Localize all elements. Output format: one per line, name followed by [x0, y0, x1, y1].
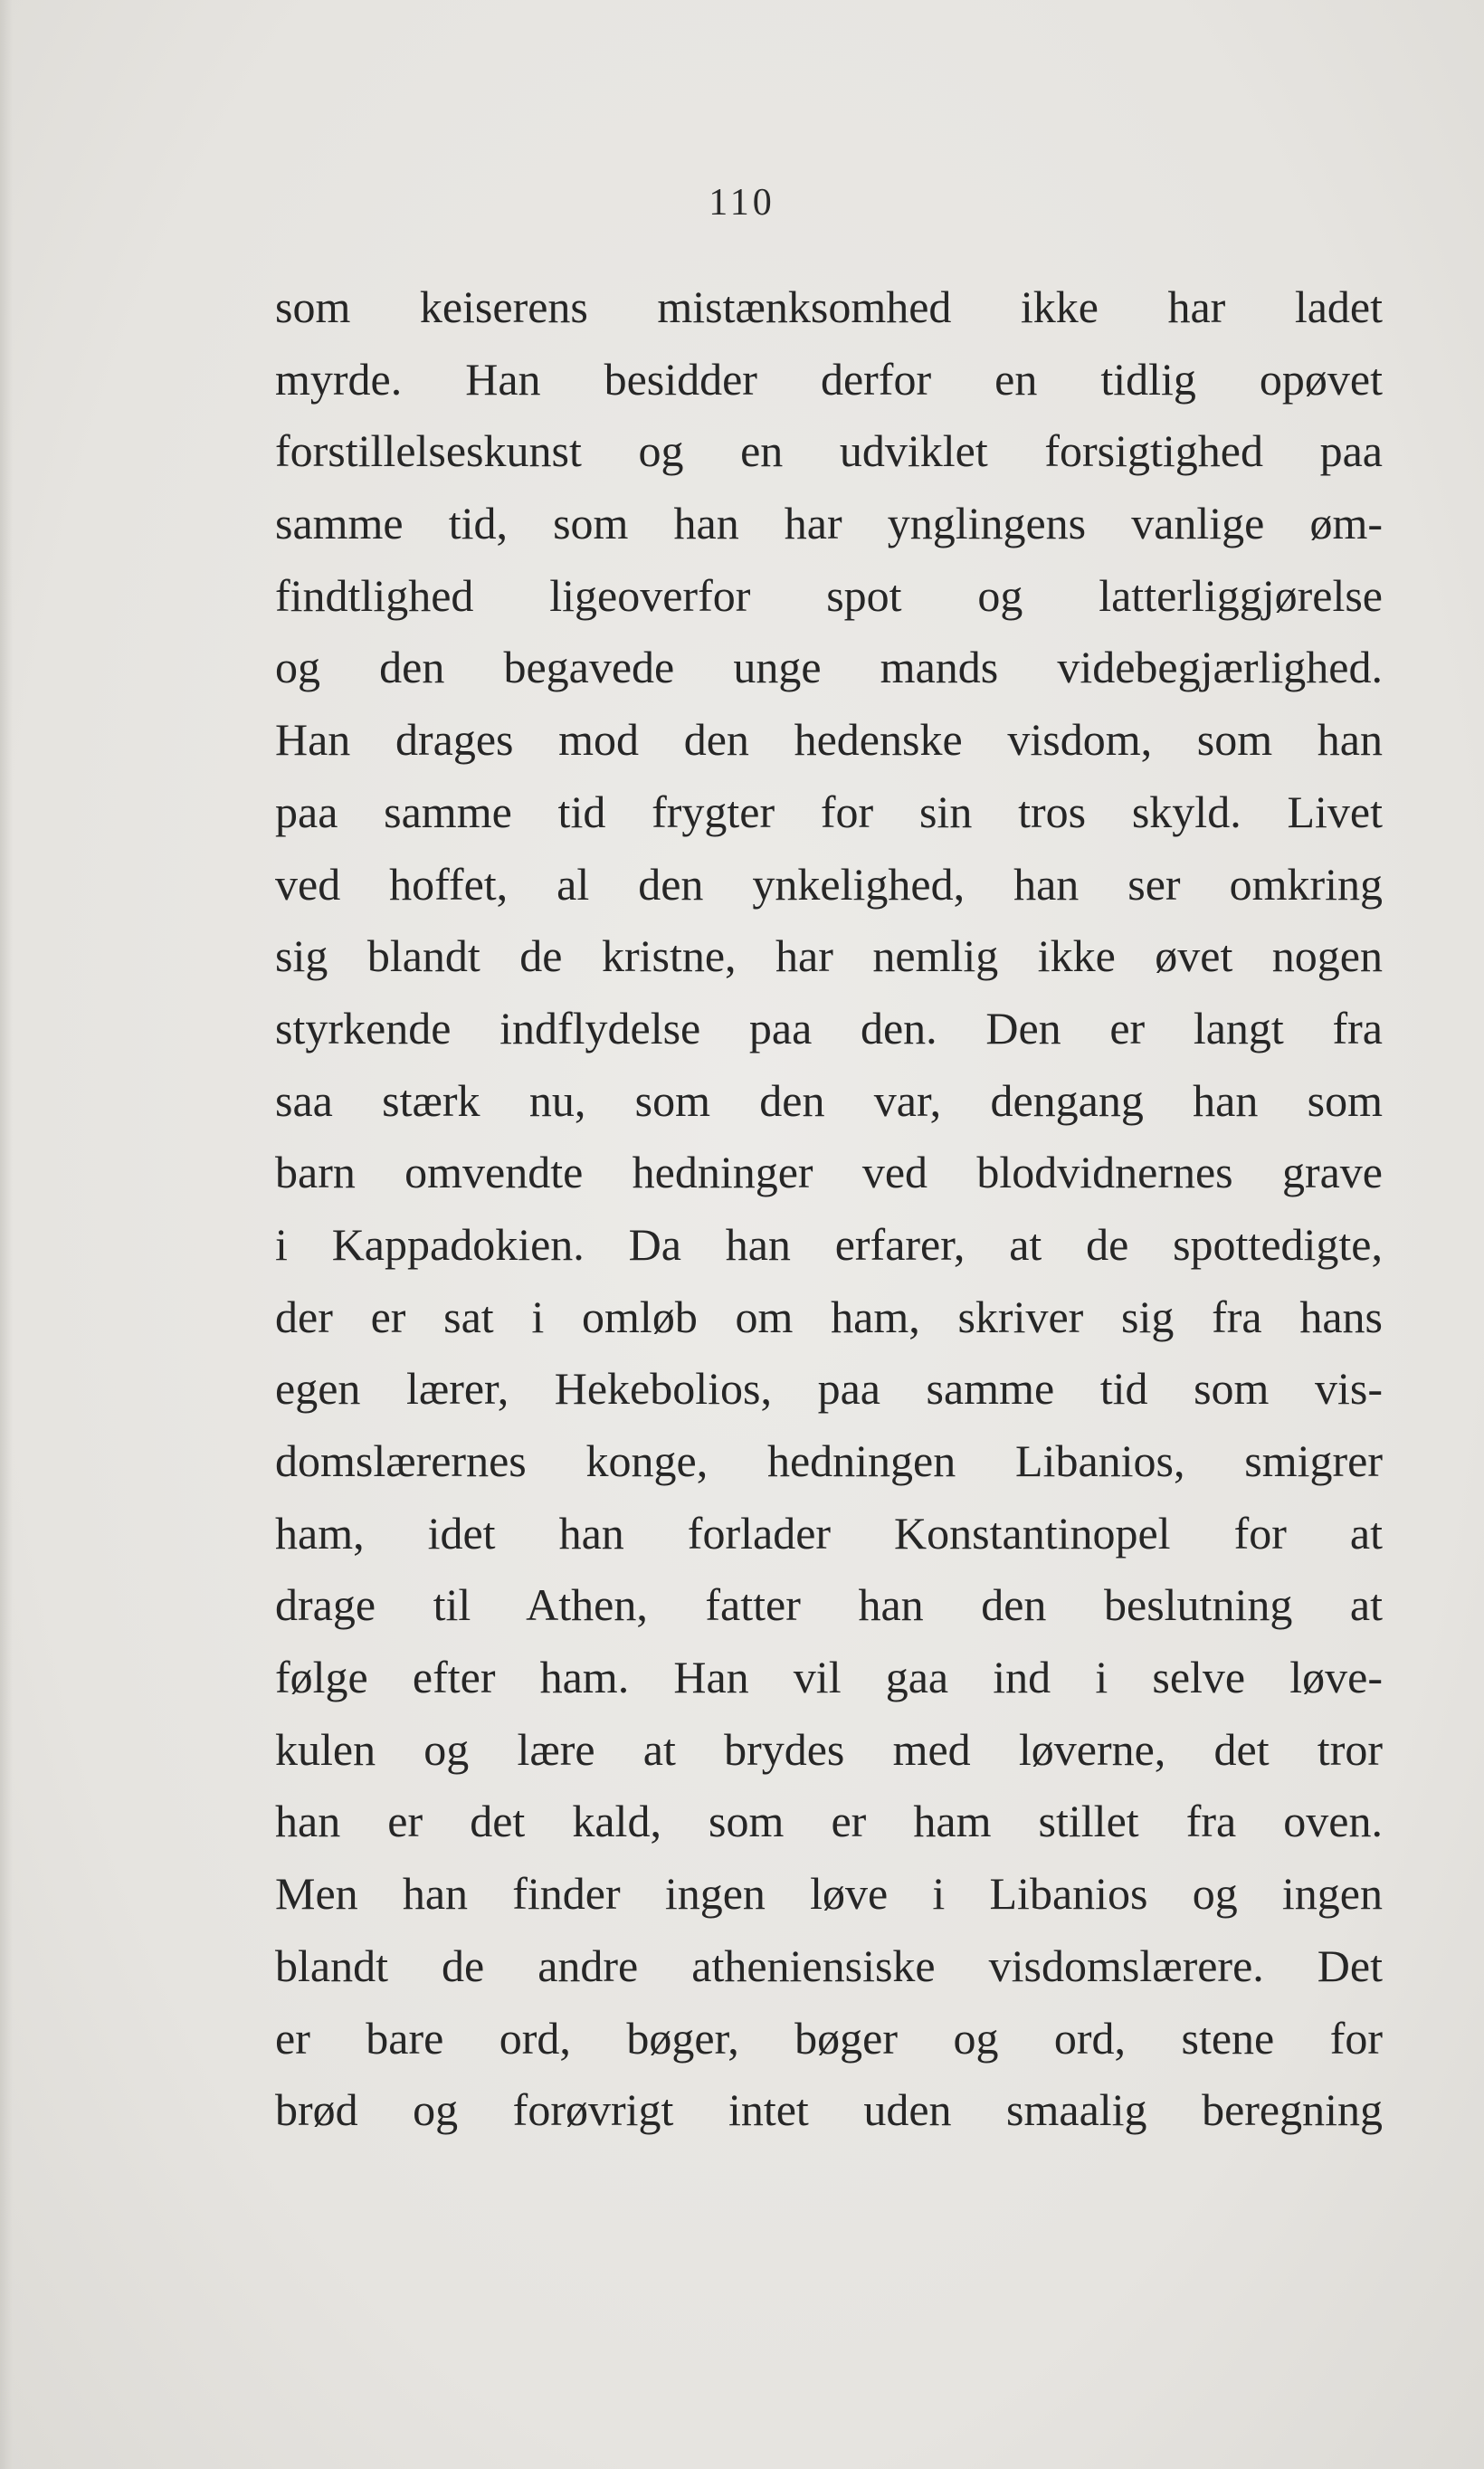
text-line: brød og forøvrigt intet uden smaalig beregning [275, 2084, 1383, 2136]
text-line: er bare ord, bøger, bøger og ord, stene for [275, 2012, 1383, 2064]
text-line: findtlighed ligeoverfor spot og latterliggjørelse [275, 569, 1383, 621]
text-line: følge efter ham. Han vil gaa ind i selve løve- [275, 1652, 1383, 1703]
text-line: han er det kald, som er ham stillet fra oven. [275, 1796, 1383, 1847]
text-line: drage til Athen, fatter han den beslutning at [275, 1579, 1383, 1631]
text-line: myrde. Han besidder derfor en tidlig opøvet [275, 353, 1383, 405]
text-line: ved hoffet, al den ynkelighed, han ser omkring [275, 858, 1383, 910]
text-line: blandt de andre atheniensiske visdomslærere. Det [275, 1940, 1383, 1991]
text-line: og den begavede unge mands videbegjærlighed. [275, 642, 1383, 693]
text-line: saa stærk nu, som den var, dengang han som [275, 1074, 1383, 1126]
text-line: kulen og lære at brydes med løverne, det tror [275, 1723, 1383, 1775]
text-line: styrkende indflydelse paa den. Den er langt fra [275, 1002, 1383, 1053]
page-edge-shadow [0, 0, 13, 2469]
text-line: egen lærer, Hekebolios, paa samme tid som vis- [275, 1363, 1383, 1415]
text-line: ham, idet han forlader Konstantinopel for at [275, 1507, 1383, 1559]
text-line: forstillelseskunst og en udviklet forsigtighed paa [275, 425, 1383, 477]
text-line: barn omvendte hedninger ved blodvidnernes grave [275, 1147, 1383, 1198]
text-line: Han drages mod den hedenske visdom, som han [275, 714, 1383, 766]
text-line: domslærernes konge, hedningen Libanios, smigrer [275, 1435, 1383, 1486]
text-line: som keiserens mistænksomhed ikke har ladet [275, 281, 1383, 332]
text-line: i Kappadokien. Da han erfarer, at de spottedigte, [275, 1218, 1383, 1270]
text-line: sig blandt de kristne, har nemlig ikke øvet nogen [275, 930, 1383, 982]
text-line: samme tid, som han har ynglingens vanlige øm- [275, 498, 1383, 549]
text-line: Men han finder ingen løve i Libanios og ingen [275, 1868, 1383, 1920]
body-text [275, 272, 1383, 2147]
text-line: paa samme tid frygter for sin tros skyld. Livet [275, 786, 1383, 837]
page-number: 110 [709, 182, 775, 224]
text-line: der er sat i omløb om ham, skriver sig fra hans [275, 1291, 1383, 1342]
